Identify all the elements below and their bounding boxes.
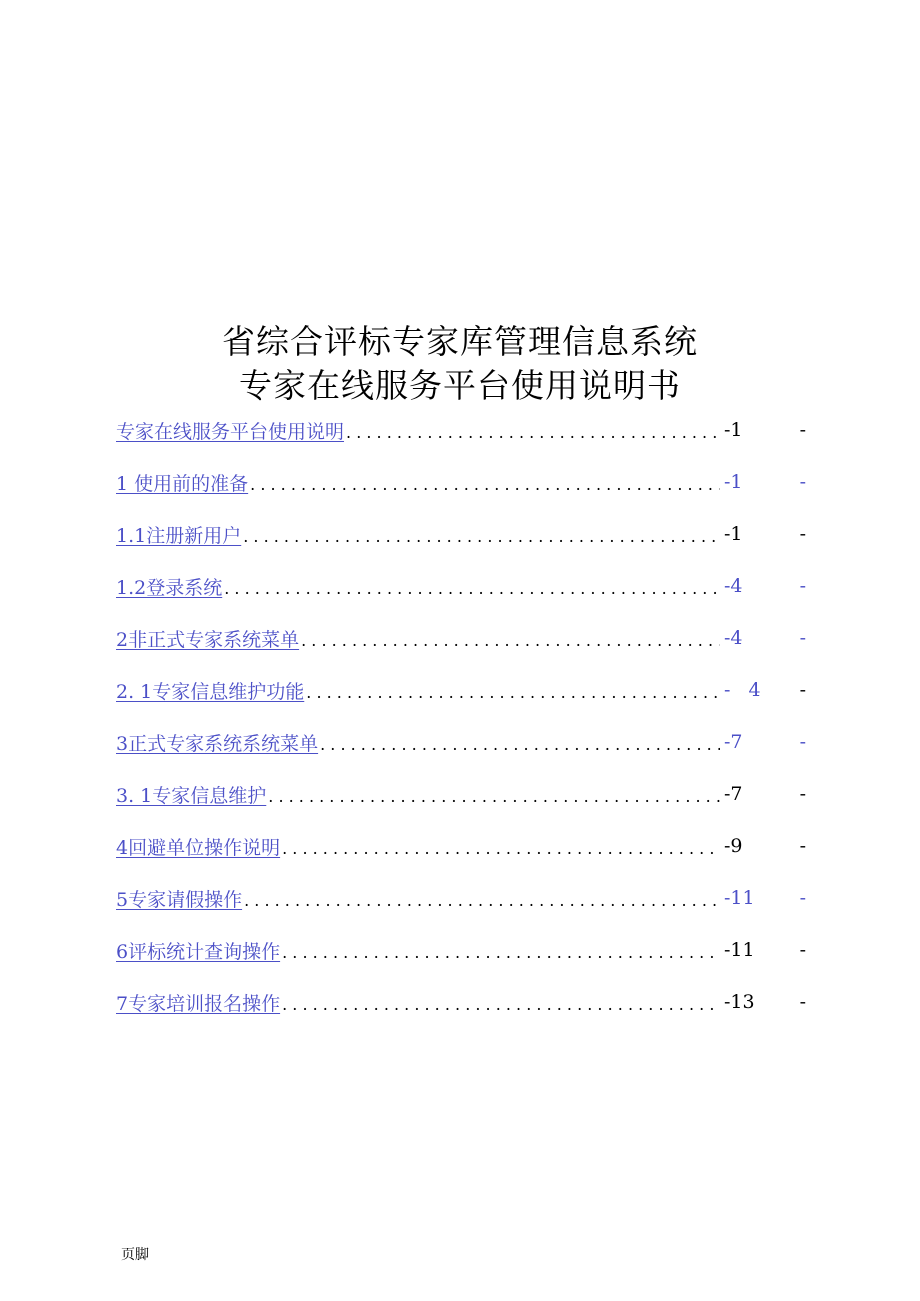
document-subtitle: 专家在线服务平台使用说明书 bbox=[239, 366, 681, 405]
toc-entry-label[interactable]: 6评标统计查询操作 bbox=[116, 940, 281, 963]
toc-dot-leader bbox=[268, 787, 720, 806]
toc-dot-leader bbox=[250, 475, 720, 494]
toc-dot-leader bbox=[306, 683, 720, 702]
toc-entry[interactable] bbox=[116, 820, 806, 872]
toc-trailing-dash: - bbox=[799, 627, 806, 649]
toc-page-number: -7 bbox=[724, 731, 743, 753]
toc-page-number: -1 bbox=[724, 471, 743, 493]
toc-dot-leader bbox=[243, 527, 720, 546]
toc-page-number: - 4 bbox=[724, 679, 761, 701]
toc-entry[interactable] bbox=[116, 404, 806, 456]
toc-dot-leader bbox=[224, 579, 720, 598]
toc-trailing-dash: - bbox=[799, 575, 806, 597]
toc-entry[interactable] bbox=[116, 768, 806, 820]
toc-page-number: -1 bbox=[724, 419, 743, 441]
toc-entry-label[interactable]: 5专家请假操作 bbox=[116, 888, 243, 911]
toc-entry[interactable] bbox=[116, 924, 806, 976]
toc-entry[interactable] bbox=[116, 872, 806, 924]
toc-dot-leader bbox=[282, 995, 720, 1014]
toc-trailing-dash: - bbox=[799, 939, 806, 961]
toc-page-number: -11 bbox=[724, 939, 755, 961]
toc-trailing-dash: - bbox=[799, 679, 806, 701]
toc-trailing-dash: - bbox=[799, 887, 806, 909]
toc-page-number: -9 bbox=[724, 835, 743, 857]
toc-entry-label[interactable]: 专家在线服务平台使用说明 bbox=[116, 420, 345, 443]
toc-entry-label[interactable]: 7专家培训报名操作 bbox=[116, 992, 281, 1015]
toc-entry-label[interactable]: 3正式专家系统系统菜单 bbox=[116, 732, 319, 755]
toc-entry-label[interactable]: 2非正式专家系统菜单 bbox=[116, 628, 300, 651]
toc-page-number: -4 bbox=[724, 575, 743, 597]
toc-entry-label[interactable]: 3. 1专家信息维护 bbox=[116, 784, 267, 807]
toc-page-number: -11 bbox=[724, 887, 755, 909]
table-of-contents bbox=[116, 404, 806, 1028]
toc-dot-leader bbox=[320, 735, 720, 754]
toc-dot-leader bbox=[282, 839, 720, 858]
toc-entry[interactable] bbox=[116, 664, 806, 716]
toc-dot-leader bbox=[346, 423, 720, 442]
toc-dot-leader bbox=[282, 943, 720, 962]
toc-entry[interactable] bbox=[116, 508, 806, 560]
toc-trailing-dash: - bbox=[799, 783, 806, 805]
toc-page-number: -4 bbox=[724, 627, 743, 649]
toc-page-number: -1 bbox=[724, 523, 743, 545]
toc-trailing-dash: - bbox=[799, 835, 806, 857]
toc-trailing-dash: - bbox=[799, 419, 806, 441]
toc-trailing-dash: - bbox=[799, 731, 806, 753]
document-title: 省综合评标专家库管理信息系统 bbox=[222, 322, 698, 361]
toc-trailing-dash: - bbox=[799, 991, 806, 1013]
toc-trailing-dash: - bbox=[799, 523, 806, 545]
toc-entry[interactable] bbox=[116, 612, 806, 664]
toc-entry[interactable] bbox=[116, 976, 806, 1028]
toc-page-number: -13 bbox=[724, 991, 755, 1013]
toc-dot-leader bbox=[244, 891, 720, 910]
page-footer: 页脚 bbox=[121, 1247, 149, 1263]
toc-entry-label[interactable]: 1.2登录系统 bbox=[116, 576, 223, 599]
toc-dot-leader bbox=[301, 631, 720, 650]
toc-entry-label[interactable]: 2. 1专家信息维护功能 bbox=[116, 680, 305, 703]
toc-page-number: -7 bbox=[724, 783, 743, 805]
toc-entry[interactable] bbox=[116, 560, 806, 612]
toc-entry-label[interactable]: 1.1注册新用户 bbox=[116, 524, 242, 547]
toc-entry[interactable] bbox=[116, 716, 806, 768]
toc-trailing-dash: - bbox=[799, 471, 806, 493]
toc-entry[interactable] bbox=[116, 456, 806, 508]
toc-entry-label[interactable]: 1 使用前的准备 bbox=[116, 472, 249, 495]
toc-entry-label[interactable]: 4回避单位操作说明 bbox=[116, 836, 281, 859]
